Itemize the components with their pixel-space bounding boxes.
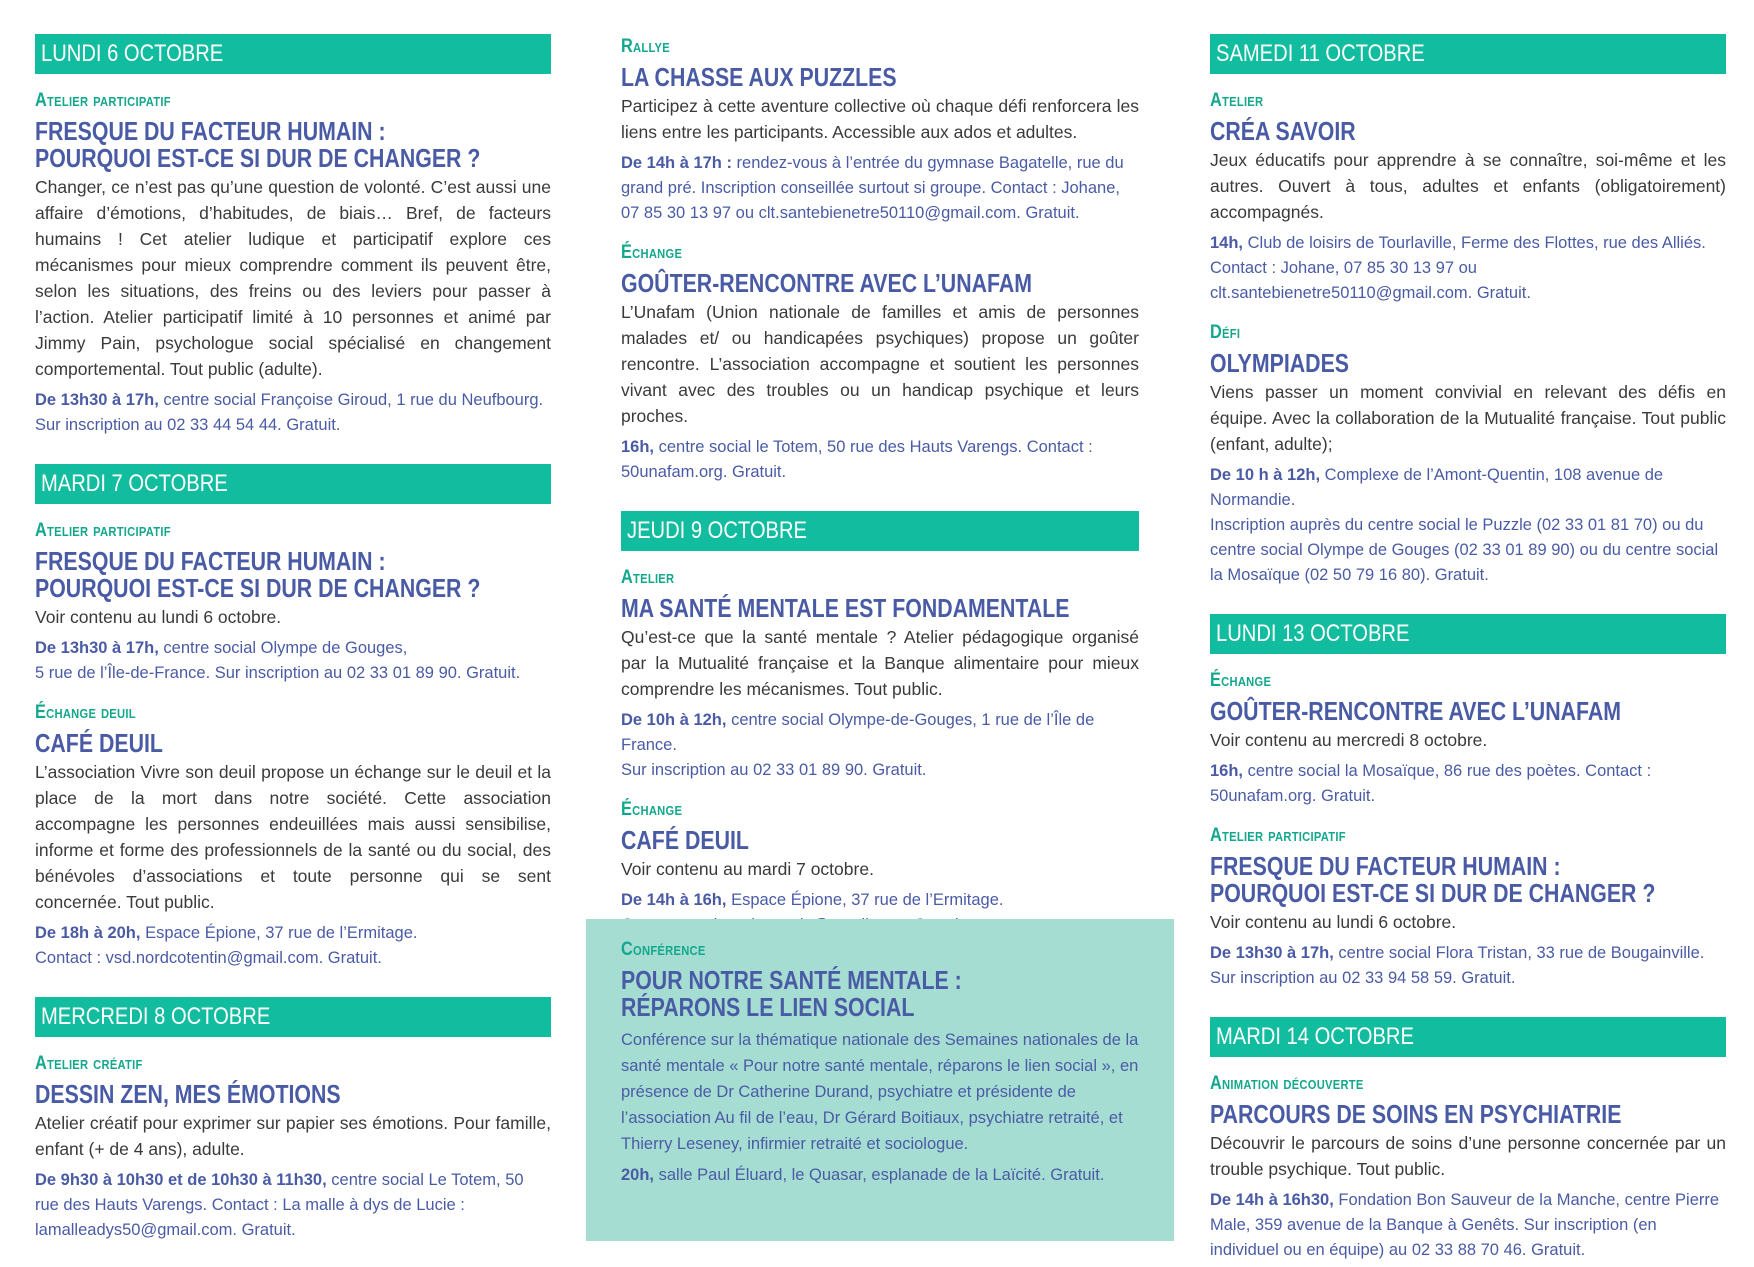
- event-info: [35, 636, 551, 686]
- event-description: Changer, ce n’est pas qu’une question de volonté. C’est aussi une affaire d’émotions, d’habitudes, de biais… Bref, de facteurs humains ! Cet atelier ludique et participatif explore ces mécanismes pour mieux comprendre comment ils peuvent être, selon les situations, des freins ou des leviers pour passer à l’action. Atelier participatif limité à 10 personnes et animé par Jimmy Pain, psychologue social spécialisé en changement comportemental. Tout public (adulte).: [35, 177, 551, 379]
- event-description: Voir contenu au mardi 7 octobre.: [621, 859, 874, 879]
- event-description: Viens passer un moment convivial en relevant des défis en équipe. Avec la collaboration de la Mutualité française. Tout public (enfant, adulte);: [1210, 382, 1726, 454]
- event-contact: Sur inscription au 02 33 94 58 59. Gratuit.: [1210, 969, 1516, 987]
- event-time: De 10h à 12h,: [621, 711, 727, 729]
- event-category: Échange deuil: [35, 702, 136, 723]
- event-info: [1210, 941, 1726, 991]
- event-description: Voir contenu au lundi 6 octobre.: [1210, 912, 1457, 932]
- event-info: [1210, 759, 1726, 809]
- event: [1210, 90, 1726, 306]
- event-title: FRESQUE DU FACTEUR HUMAIN : POURQUOI EST-CE SI DUR DE CHANGER ?: [35, 116, 481, 173]
- event-category: Atelier créatif: [35, 1053, 143, 1074]
- event-contact: Sur inscription au 02 33 44 54 44. Gratuit.: [35, 416, 341, 434]
- day-header-label: LUNDI 6 OCTOBRE: [41, 40, 224, 67]
- event-location: salle Paul Éluard, le Quasar, esplanade de la Laïcité. Gratuit.: [654, 1166, 1105, 1184]
- day-header-label: MARDI 14 OCTOBRE: [1216, 1023, 1414, 1050]
- event-location: centre social la Mosaïque, 86 rue des poètes. Contact : 50unafam.org. Gratuit.: [1210, 762, 1652, 805]
- column-right: [1210, 34, 1726, 1267]
- day-header-label: LUNDI 13 OCTOBRE: [1216, 620, 1410, 647]
- event-title: OLYMPIADES: [1210, 348, 1350, 378]
- day-header: [35, 464, 551, 504]
- day-header: [621, 511, 1139, 551]
- event-description: Voir contenu au mercredi 8 octobre.: [1210, 730, 1488, 750]
- event-title: CAFÉ DEUIL: [35, 728, 163, 758]
- event-title: CRÉA SAVOIR: [1210, 116, 1356, 146]
- event-category: Conférence: [621, 939, 706, 960]
- event-location: Espace Épione, 37 rue de l’Ermitage.: [140, 924, 418, 942]
- event-info: [621, 708, 1139, 783]
- event-time: 20h,: [621, 1166, 655, 1184]
- event-title: FRESQUE DU FACTEUR HUMAIN : POURQUOI EST-CE SI DUR DE CHANGER ?: [35, 546, 481, 603]
- event-time: De 13h30 à 17h,: [1210, 944, 1334, 962]
- event-time: De 14h à 16h,: [621, 891, 727, 909]
- event: [1210, 322, 1726, 588]
- event-location: Espace Épione, 37 rue de l’Ermitage.: [726, 891, 1004, 909]
- event-title: GOÛTER-RENCONTRE AVEC L’UNAFAM: [1210, 696, 1622, 726]
- event: [621, 567, 1139, 783]
- event-title: LA CHASSE AUX PUZZLES: [621, 62, 897, 92]
- event-category: Animation découverte: [1210, 1073, 1364, 1094]
- day-header: [1210, 614, 1726, 654]
- event-time: De 18h à 20h,: [35, 924, 141, 942]
- event-description: Qu’est-ce que la santé mentale ? Atelier pédagogique organisé par la Mutualité française et la Banque alimentaire pour mieux comprendre les mécanismes. Tout public.: [621, 627, 1139, 699]
- event-contact: Contact : vsd.nordcotentin@gmail.com. Gratuit.: [35, 949, 382, 967]
- event-description: Conférence sur la thématique nationale des Semaines nationales de la santé mentale « Pour notre santé mentale, réparons le lien social », en présence de Dr Catherine Durand, psychiatre et présidente de l’association Au fil de l’eau, Dr Gérard Boitiaux, psychiatre retraité, et Thierry Leseney, infirmier retraité et sociologue.: [621, 1031, 1139, 1153]
- event: [621, 36, 1139, 226]
- event-time: De 13h30 à 17h,: [35, 639, 159, 657]
- event-category: Rallye: [621, 36, 670, 57]
- event: [35, 702, 551, 971]
- event-time: De 10 h à 12h,: [1210, 466, 1321, 484]
- event: [1210, 1073, 1726, 1263]
- event-location: rendez-vous à l’entrée du gymnase Bagatelle, rue du grand pré. Inscription conseillée surtout si groupe. Contact : Johane, 07 85 30 13 97 ou clt.santebienetre50110@gmail.com. Gratuit.: [621, 154, 1124, 222]
- event-description: Atelier créatif pour exprimer sur papier ses émotions. Pour famille, enfant (+ de 4 ans), adulte.: [35, 1113, 551, 1159]
- event-contact: Contact : Johane, 07 85 30 13 97 ou clt.santebienetre50110@gmail.com. Gratuit.: [1210, 259, 1531, 302]
- event-info: [621, 151, 1139, 226]
- event-title: POUR NOTRE SANTÉ MENTALE : RÉPARONS LE LIEN SOCIAL: [621, 965, 962, 1022]
- event-title: DESSIN ZEN, MES ÉMOTIONS: [35, 1079, 341, 1109]
- event-description: Découvrir le parcours de soins d’une personne concernée par un trouble psychique. Tout public.: [1210, 1133, 1726, 1179]
- event: [35, 1053, 551, 1243]
- event-description: L’Unafam (Union nationale de familles et amis de personnes malades et/ ou handicapées psychiques) propose un goûter rencontre. L’association accompagne et soutient les personnes vivant avec des troubles ou un handicap psychique et leurs proches.: [621, 302, 1139, 426]
- event-location: centre social le Totem, 50 rue des Hauts Varengs. Contact : 50unafam.org. Gratuit.: [621, 438, 1093, 481]
- event-contact: 5 rue de l’Île-de-France. Sur inscription au 02 33 01 89 90. Gratuit.: [35, 664, 521, 682]
- event-location: centre social Flora Tristan, 33 rue de Bougainville.: [1333, 944, 1705, 962]
- event-category: Atelier: [621, 567, 675, 588]
- event-description: Voir contenu au lundi 6 octobre.: [35, 607, 282, 627]
- event-info: [1210, 463, 1726, 588]
- event-category: Échange: [621, 242, 683, 263]
- conference-panel: [586, 919, 1174, 1241]
- event-category: Atelier: [1210, 90, 1264, 111]
- event-location: centre social Françoise Giroud, 1 rue du Neufbourg.: [158, 391, 544, 409]
- event-location: centre social Le Totem, 50 rue des Hauts Varengs. Contact : La malle à dys de Lucie : lamalleadys50@gmail.com. Gratuit.: [35, 1171, 524, 1239]
- event-location: centre social Olympe-de-Gouges, 1 rue de l’Île de France.: [621, 711, 1095, 754]
- event-title: MA SANTÉ MENTALE EST FONDAMENTALE: [621, 593, 1070, 623]
- day-header: [35, 997, 551, 1037]
- event-category: Atelier participatif: [35, 520, 171, 541]
- event-info: [1210, 1188, 1726, 1263]
- day-header: [1210, 1017, 1726, 1057]
- event-info: [35, 1168, 551, 1243]
- event-location: Complexe de l’Amont-Quentin, 108 avenue de Normandie.: [1210, 466, 1664, 509]
- event-category: Défi: [1210, 322, 1241, 343]
- event: [1210, 825, 1726, 991]
- event: [1210, 670, 1726, 809]
- event-category: Échange: [621, 799, 683, 820]
- event-contact: Sur inscription au 02 33 01 89 90. Gratuit.: [621, 761, 927, 779]
- event-time: 16h,: [1210, 762, 1244, 780]
- event-time: De 9h30 à 10h30 et de 10h30 à 11h30,: [35, 1171, 327, 1189]
- event-title: FRESQUE DU FACTEUR HUMAIN : POURQUOI EST-CE SI DUR DE CHANGER ?: [1210, 851, 1656, 908]
- day-header: [35, 34, 551, 74]
- day-header-label: JEUDI 9 OCTOBRE: [627, 517, 807, 544]
- event-title: CAFÉ DEUIL: [621, 825, 749, 855]
- event-info: [35, 921, 551, 971]
- event: [35, 90, 551, 438]
- day-header-label: MARDI 7 OCTOBRE: [41, 470, 228, 497]
- event-info: [621, 1163, 1139, 1188]
- event-description: L’association Vivre son deuil propose un échange sur le deuil et la place de la mort dans notre société. Cette association accompagne les personnes endeuillées mais aussi sensibilise, informe et forme des professionnels de la santé ou du social, des bénévoles d’associations et toute personne qui se sent concernée. Tout public.: [35, 762, 551, 912]
- event-info: [1210, 231, 1726, 306]
- event-contact: Inscription auprès du centre social le Puzzle (02 33 01 81 70) ou du centre social Olympe de Gouges (02 33 01 89 90) ou du centre social la Mosaïque (02 50 79 16 80). Gratuit.: [1210, 516, 1719, 584]
- event-location: Club de loisirs de Tourlaville, Ferme des Flottes, rue des Alliés.: [1243, 234, 1706, 252]
- event-time: 14h,: [1210, 234, 1244, 252]
- event-location: Fondation Bon Sauveur de la Manche, centre Pierre Male, 359 avenue de la Banque à Genêts. Sur inscription (en individuel ou en équipe) au 02 33 88 70 46. Gratuit.: [1210, 1191, 1720, 1259]
- day-header-label: SAMEDI 11 OCTOBRE: [1216, 40, 1425, 67]
- day-header-label: MERCREDI 8 OCTOBRE: [41, 1003, 271, 1030]
- day-header: [1210, 34, 1726, 74]
- column-middle: [621, 36, 1139, 942]
- event-title: GOÛTER-RENCONTRE AVEC L’UNAFAM: [621, 268, 1033, 298]
- event: [621, 799, 1139, 938]
- event-location: centre social Olympe de Gouges,: [158, 639, 408, 657]
- event-time: 16h,: [621, 438, 655, 456]
- event-info: [35, 388, 551, 438]
- event-category: Échange: [1210, 670, 1272, 691]
- event-time: De 14h à 17h :: [621, 154, 732, 172]
- event-time: De 14h à 16h30,: [1210, 1191, 1334, 1209]
- event-description: Jeux éducatifs pour apprendre à se connaître, soi-même et les autres. Ouvert à tous, adultes et enfants (obligatoirement) accompagnés.: [1210, 150, 1726, 222]
- event-title: PARCOURS DE SOINS EN PSYCHIATRIE: [1210, 1099, 1622, 1129]
- event-category: Atelier participatif: [35, 90, 171, 111]
- event-description: Participez à cette aventure collective où chaque défi renforcera les liens entre les participants. Accessible aux ados et adultes.: [621, 96, 1139, 142]
- event: [621, 242, 1139, 485]
- event-info: [621, 435, 1139, 485]
- column-left: [35, 34, 551, 1247]
- event: [35, 520, 551, 686]
- event-time: De 13h30 à 17h,: [35, 391, 159, 409]
- event-category: Atelier participatif: [1210, 825, 1346, 846]
